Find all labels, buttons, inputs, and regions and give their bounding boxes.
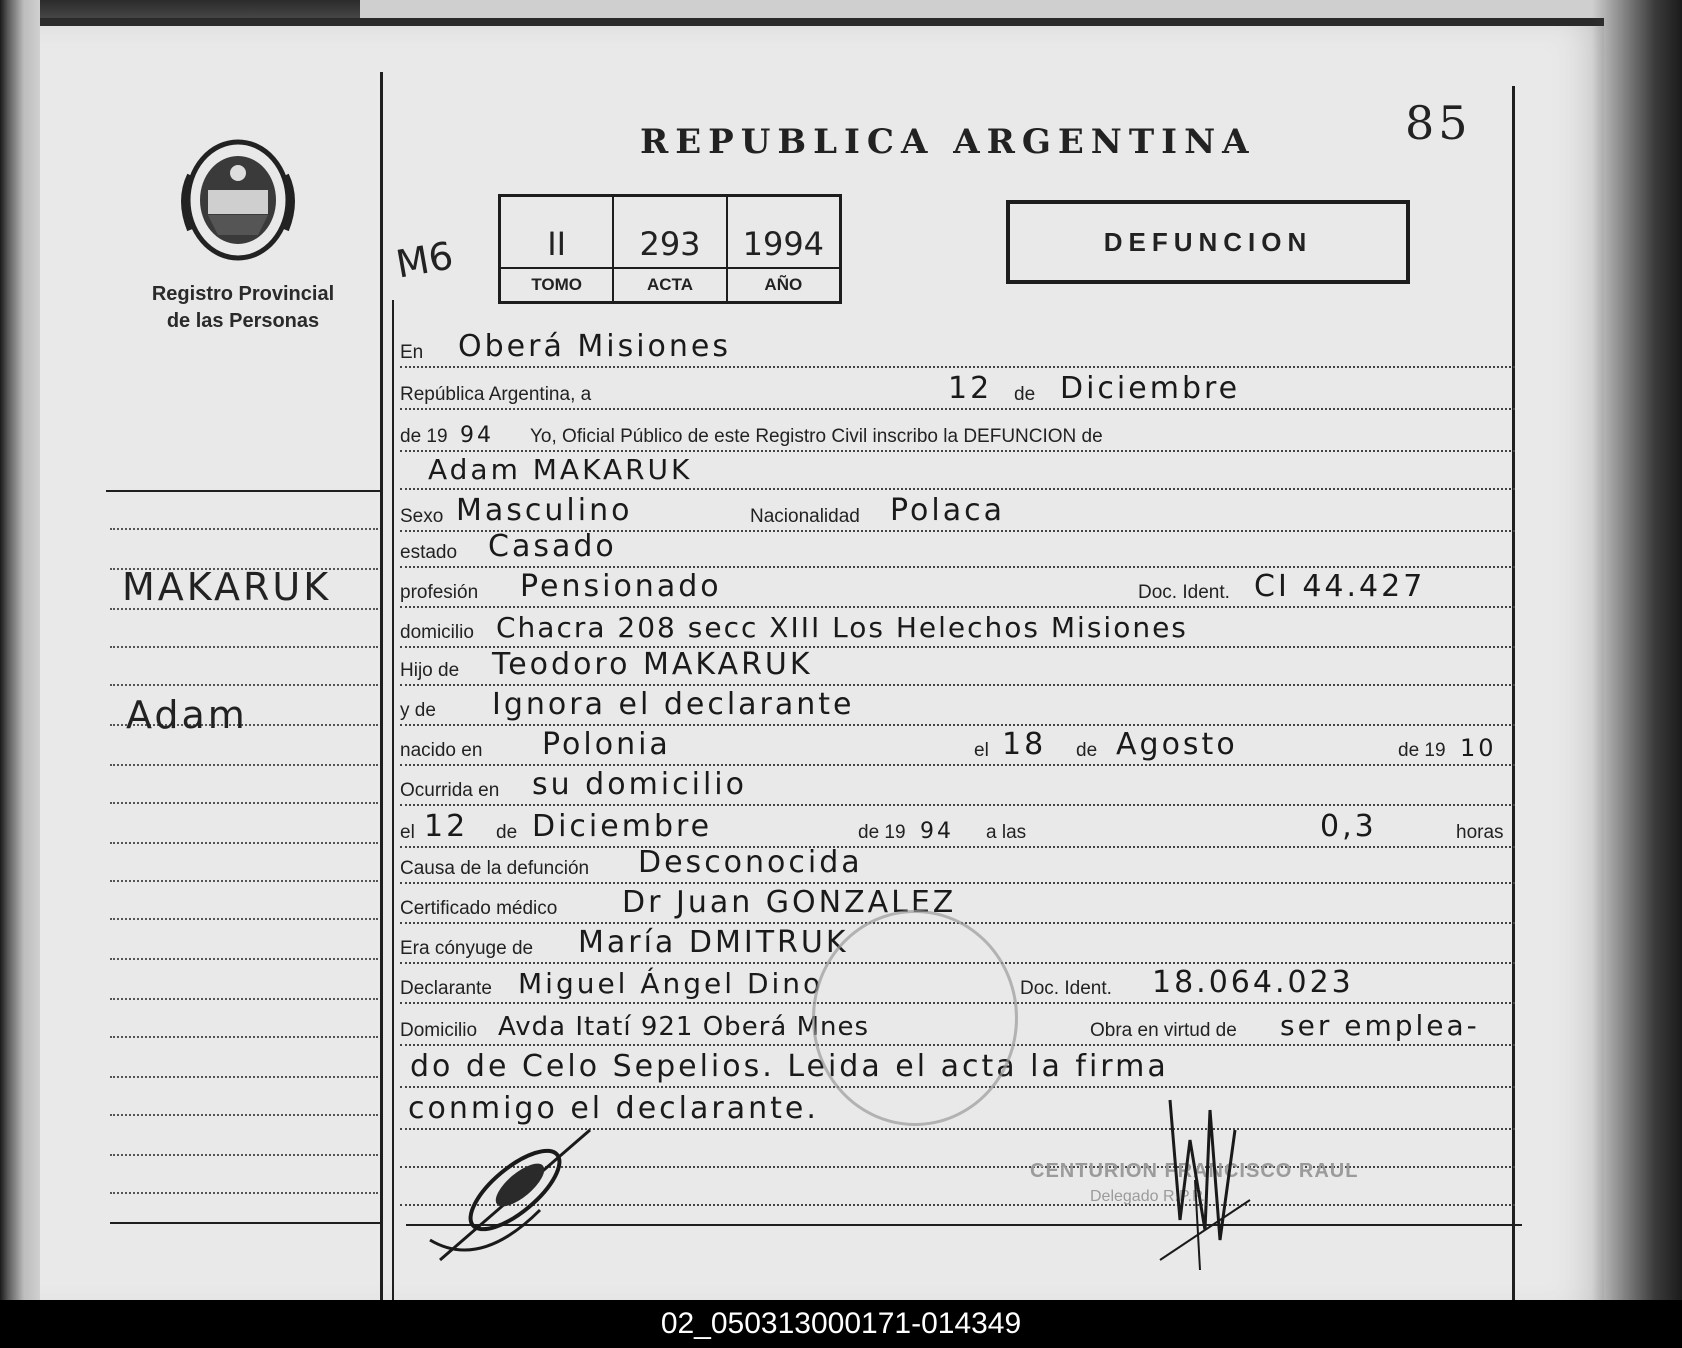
yo-text: Yo, Oficial Público de este Registro Civil inscribo la DEFUNCION de bbox=[530, 426, 1103, 447]
stub-line bbox=[110, 1154, 378, 1156]
stub-line bbox=[110, 1076, 378, 1078]
month-value: Diciembre bbox=[1060, 371, 1241, 406]
de19-label: de 19 bbox=[400, 426, 448, 447]
alas-label: a las bbox=[986, 822, 1027, 843]
fill-line bbox=[400, 366, 1515, 368]
obra-text: Obra en virtud de bbox=[1090, 1020, 1237, 1041]
place-value: Oberá Misiones bbox=[458, 329, 732, 364]
certificado-label: Certificado médico bbox=[400, 898, 558, 919]
causa-label: Causa de la defunción bbox=[400, 858, 590, 879]
fill-line bbox=[400, 408, 1515, 410]
stub-line bbox=[110, 880, 378, 882]
stub-line bbox=[110, 1192, 378, 1194]
doc-label: Doc. Ident. bbox=[1138, 582, 1230, 603]
fill-line bbox=[400, 684, 1515, 686]
book-binding-edge bbox=[0, 0, 40, 1300]
row-nacido bbox=[400, 728, 1515, 768]
hijo-label: Hijo de bbox=[400, 660, 460, 681]
row-fecha-defuncion bbox=[400, 810, 1515, 850]
domicilio2-label: Domicilio bbox=[400, 1020, 478, 1041]
year-value: 94 bbox=[460, 423, 494, 448]
row-en bbox=[400, 330, 1515, 370]
fill-line bbox=[400, 804, 1515, 806]
hour-value: 0,3 bbox=[1320, 809, 1377, 844]
stub-given-name: Adam bbox=[126, 693, 248, 737]
de-label: de bbox=[1014, 384, 1036, 405]
stub-bottom-rule bbox=[110, 1222, 380, 1224]
nacido-label: nacido en bbox=[400, 740, 483, 761]
row-domicilio bbox=[400, 610, 1515, 650]
row-hijo bbox=[400, 648, 1515, 688]
profesion-value: Pensionado bbox=[520, 569, 722, 604]
domicilio2-value: Avda Itatí 921 Oberá Mnes bbox=[498, 1012, 870, 1042]
causa-value: Desconocida bbox=[638, 845, 863, 880]
republica-label: República Argentina, a bbox=[400, 384, 592, 405]
continuation-line1: do de Celo Sepelios. Leida el acta la firma bbox=[410, 1049, 1169, 1084]
fill-line bbox=[400, 606, 1515, 608]
sexo-value: Masculino bbox=[456, 493, 633, 528]
stamp-role: Delegado R.P.P. bbox=[1090, 1188, 1206, 1205]
de-label-birth: de bbox=[1076, 740, 1098, 761]
yde-label: y de bbox=[400, 700, 436, 721]
domicilio-label: domicilio bbox=[400, 622, 474, 643]
de-label-death: de bbox=[496, 822, 518, 843]
row-republica bbox=[400, 372, 1515, 412]
fill-line bbox=[400, 724, 1515, 726]
el-label-death: el bbox=[400, 822, 415, 843]
stub-line bbox=[110, 958, 378, 960]
stub-line bbox=[110, 528, 378, 530]
document-type-box: DEFUNCION bbox=[1006, 200, 1410, 284]
row-ocurrida bbox=[400, 768, 1515, 808]
stub-top-rule bbox=[106, 490, 380, 492]
row-sexo bbox=[400, 494, 1515, 534]
declarante-value: Miguel Ángel Dino bbox=[518, 967, 824, 1000]
tomo-cell bbox=[501, 197, 614, 301]
declarant-signature-icon bbox=[420, 1120, 610, 1270]
certificado-value: Dr Juan GONZALEZ bbox=[622, 885, 957, 920]
death-month: Diciembre bbox=[532, 809, 713, 844]
fill-line bbox=[400, 882, 1515, 884]
horas-label: horas bbox=[1456, 822, 1504, 843]
acta-cell bbox=[614, 197, 727, 301]
row-causa bbox=[400, 846, 1515, 886]
provincial-seal-icon bbox=[178, 135, 298, 265]
continuation-line2: conmigo el declarante. bbox=[408, 1091, 819, 1126]
deceased-name: Adam MAKARUK bbox=[428, 453, 693, 486]
estado-value: Casado bbox=[488, 529, 617, 564]
page-title: REPUBLICA ARGENTINA bbox=[640, 122, 1256, 162]
conyuge-value: María DMITRUK bbox=[578, 925, 849, 960]
official-signature-icon bbox=[1150, 1080, 1260, 1280]
image-id-footer: 02_050313000171-014349 bbox=[0, 1300, 1682, 1348]
ano-value: 1994 bbox=[728, 225, 839, 269]
acta-value: 293 bbox=[614, 225, 725, 269]
death-day: 12 bbox=[424, 809, 469, 844]
stub-line bbox=[110, 646, 378, 648]
row-year bbox=[400, 414, 1515, 454]
form-left-rule bbox=[392, 300, 394, 1300]
day-value: 12 bbox=[948, 371, 993, 406]
fill-line bbox=[400, 764, 1515, 766]
declarante-doc: 18.064.023 bbox=[1152, 965, 1354, 1000]
birth-year: 10 bbox=[1460, 734, 1497, 762]
stub-line bbox=[110, 1114, 378, 1116]
ano-label: AÑO bbox=[764, 275, 803, 294]
row-madre bbox=[400, 688, 1515, 728]
stub-line bbox=[110, 842, 378, 844]
tomo-label: TOMO bbox=[531, 275, 582, 294]
page-number: 85 bbox=[1405, 96, 1472, 150]
el-label: el bbox=[974, 740, 989, 761]
doc-label-declarante: Doc. Ident. bbox=[1020, 978, 1112, 999]
profesion-label: profesión bbox=[400, 582, 479, 603]
death-year: 94 bbox=[920, 819, 954, 844]
stub-line bbox=[110, 1036, 378, 1038]
ocurrida-value: su domicilio bbox=[532, 767, 747, 802]
stub-line bbox=[110, 998, 378, 1000]
stub-divider bbox=[380, 72, 383, 1300]
fill-line bbox=[400, 488, 1515, 490]
declarante-label: Declarante bbox=[400, 978, 492, 999]
en-label: En bbox=[400, 342, 424, 363]
obra-value: ser emplea- bbox=[1280, 1009, 1480, 1042]
ano-cell bbox=[728, 197, 839, 301]
doc-value: CI 44.427 bbox=[1254, 569, 1426, 604]
acta-label: ACTA bbox=[647, 275, 693, 294]
stub-line bbox=[110, 684, 378, 686]
birthplace-value: Polonia bbox=[542, 727, 671, 762]
domicilio-value: Chacra 208 secc XIII Los Helechos Misiones bbox=[496, 611, 1188, 644]
office-name-line1: Registro Provincial bbox=[151, 283, 335, 305]
ocurrida-label: Ocurrida en bbox=[400, 780, 500, 801]
tomo-value: II bbox=[501, 225, 612, 269]
father-value: Teodoro MAKARUK bbox=[492, 647, 813, 682]
row-profesion bbox=[400, 570, 1515, 610]
estado-label: estado bbox=[400, 542, 458, 563]
stub-line bbox=[110, 764, 378, 766]
fill-line bbox=[400, 566, 1515, 568]
de19-label-birth: de 19 bbox=[1398, 740, 1446, 761]
conyuge-label: Era cónyuge de bbox=[400, 938, 534, 959]
de19-label-death: de 19 bbox=[858, 822, 906, 843]
stub-surname: MAKARUK bbox=[122, 565, 332, 609]
office-name-line2: de las Personas bbox=[166, 310, 320, 332]
row-name bbox=[400, 452, 1515, 492]
nacionalidad-value: Polaca bbox=[890, 493, 1005, 528]
book-right-edge bbox=[1592, 0, 1682, 1300]
birth-day: 18 bbox=[1002, 727, 1047, 762]
nacionalidad-label: Nacionalidad bbox=[750, 506, 860, 527]
registry-mark: M6 bbox=[392, 233, 457, 287]
row-estado bbox=[400, 530, 1515, 570]
sexo-label: Sexo bbox=[400, 506, 444, 527]
stub-line bbox=[110, 918, 378, 920]
birth-month: Agosto bbox=[1116, 727, 1238, 762]
mother-value: Ignora el declarante bbox=[492, 687, 855, 722]
stub-line bbox=[110, 802, 378, 804]
official-stamp bbox=[812, 910, 1018, 1126]
registry-table bbox=[498, 194, 842, 304]
stamp-name: CENTURION FRANCISCO RAUL bbox=[1030, 1160, 1359, 1182]
